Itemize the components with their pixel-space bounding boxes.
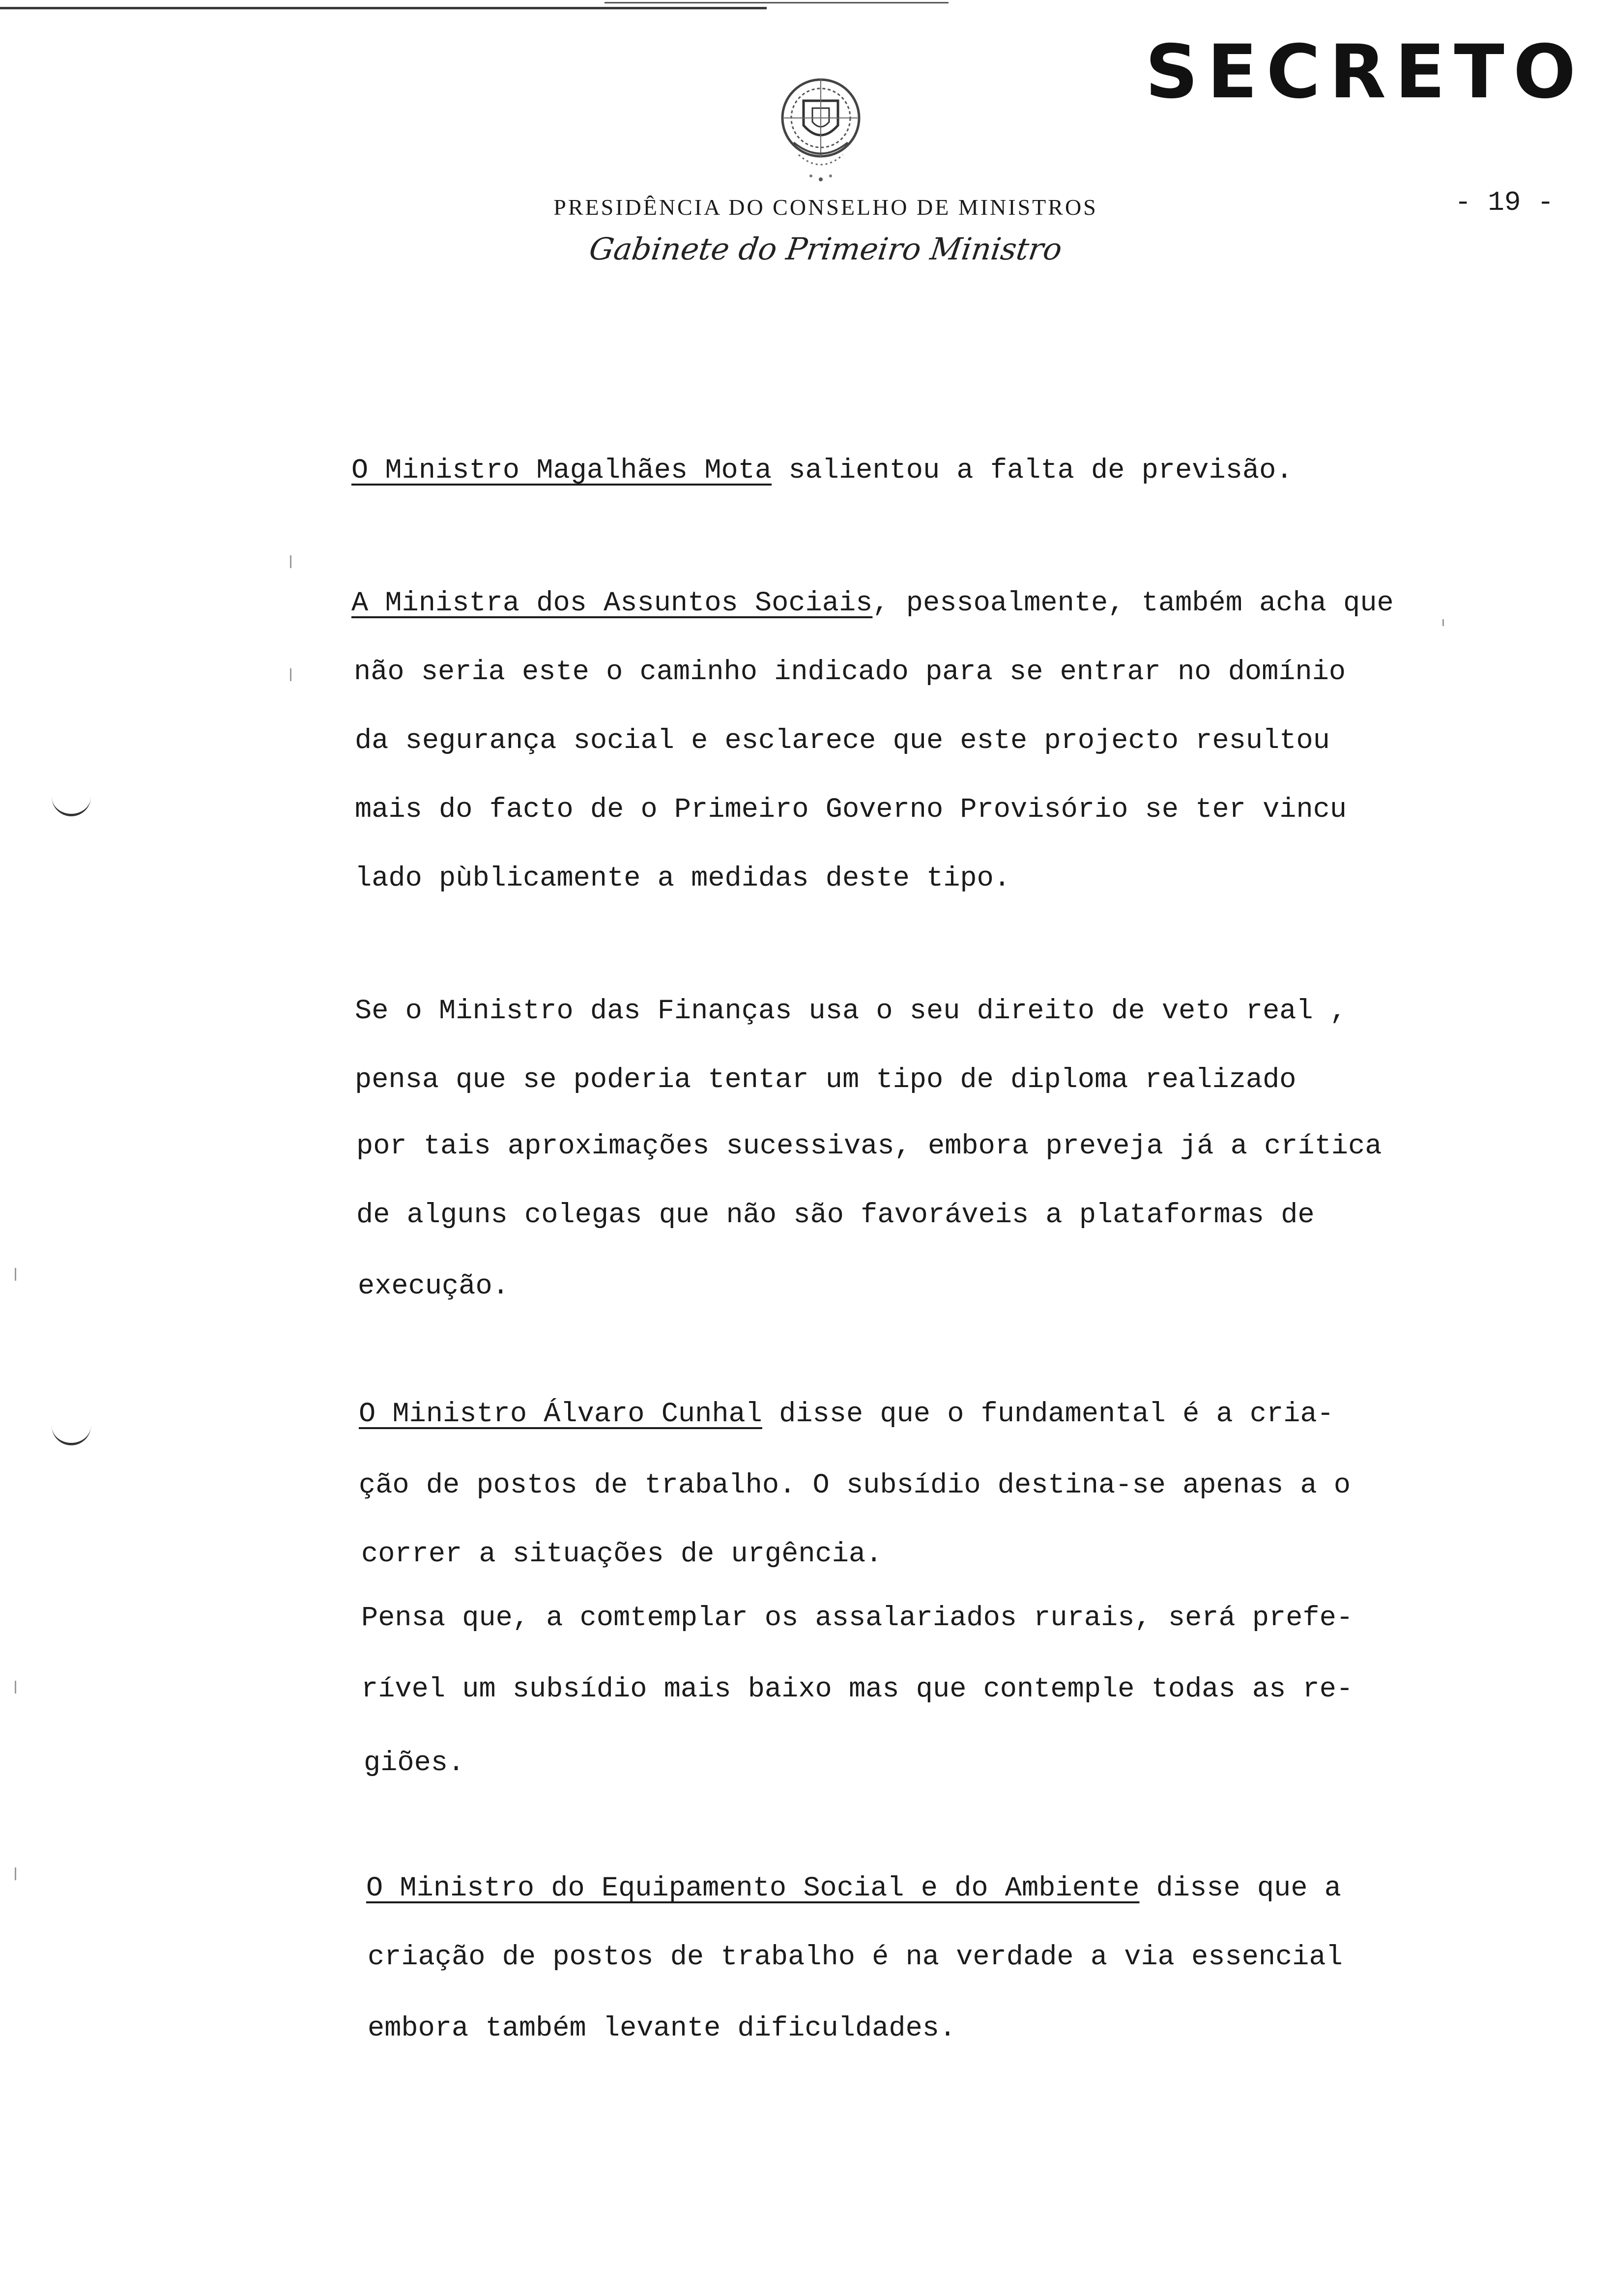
paragraph-line: correr a situações de urgência. bbox=[361, 1539, 883, 1570]
scan-speck bbox=[290, 555, 291, 568]
scan-edge-line bbox=[0, 7, 767, 9]
line-text: disse que o fundamental é a cria- bbox=[762, 1399, 1334, 1430]
paragraph-line: Se o Ministro das Finanças usa o seu direito de veto real , bbox=[355, 996, 1347, 1027]
paragraph-line bbox=[351, 590, 1394, 618]
paragraph-line: criação de postos de trabalho é na verdade a via essencial bbox=[368, 1942, 1343, 1973]
speaker-name: O Ministro Magalhães Mota bbox=[351, 455, 772, 487]
scan-edge-line-secondary bbox=[604, 2, 949, 3]
paragraph-line: pensa que se poderia tentar um tipo de diploma realizado bbox=[355, 1064, 1296, 1096]
paragraph-line: giões. bbox=[364, 1748, 465, 1779]
paragraph-line: de alguns colegas que não são favoráveis a plataformas de bbox=[356, 1200, 1315, 1231]
coat-of-arms-icon bbox=[764, 59, 877, 192]
line-text: disse que a bbox=[1139, 1873, 1341, 1904]
organization-header: PRESIDÊNCIA DO CONSELHO DE MINISTROS bbox=[553, 195, 1098, 220]
line-text: salientou a falta de previsão. bbox=[772, 455, 1293, 487]
paragraph-line: da segurança social e esclarece que este projecto resultou bbox=[355, 725, 1330, 757]
speaker-name: O Ministro Álvaro Cunhal bbox=[359, 1399, 762, 1430]
scan-speck bbox=[15, 1681, 16, 1693]
paragraph-line: lado pùblicamente a medidas deste tipo. bbox=[355, 863, 1011, 894]
speaker-name: O Ministro do Equipamento Social e do Ambiente bbox=[366, 1873, 1140, 1904]
classification-stamp: SECRETO bbox=[1145, 29, 1585, 115]
speaker-name: A Ministra dos Assuntos Sociais bbox=[351, 588, 873, 619]
scan-speck bbox=[1442, 619, 1444, 626]
paragraph-line: mais do facto de o Primeiro Governo Provisório se ter vincu bbox=[355, 794, 1347, 826]
scan-speck bbox=[15, 1268, 16, 1281]
paragraph-line: execução. bbox=[358, 1271, 509, 1302]
scan-speck bbox=[290, 668, 291, 681]
paragraph-line: por tais aproximações sucessivas, embora preveja já a crítica bbox=[356, 1131, 1382, 1162]
paragraph-line: embora também levante dificuldades. bbox=[368, 2013, 956, 2044]
margin-mark bbox=[52, 1425, 91, 1445]
margin-mark bbox=[52, 796, 91, 816]
paragraph-line: não seria este o caminho indicado para se entrar no domínio bbox=[354, 657, 1346, 688]
line-text: , pessoalmente, também acha que bbox=[872, 588, 1394, 619]
paragraph-line: ção de postos de trabalho. O subsídio destina-se apenas a o bbox=[359, 1470, 1351, 1501]
paragraph-line bbox=[366, 1875, 1341, 1903]
page-number: - 19 - bbox=[1455, 187, 1554, 218]
paragraph-line: rível um subsídio mais baixo mas que contemple todas as re- bbox=[361, 1674, 1353, 1705]
office-signature-line: Gabinete do Primeiro Ministro bbox=[587, 231, 1065, 267]
paragraph-line: Pensa que, a comtemplar os assalariados rurais, será prefe- bbox=[361, 1603, 1353, 1634]
paragraph-line bbox=[351, 457, 1293, 485]
scan-speck bbox=[15, 1867, 16, 1880]
paragraph-line bbox=[359, 1401, 1334, 1429]
